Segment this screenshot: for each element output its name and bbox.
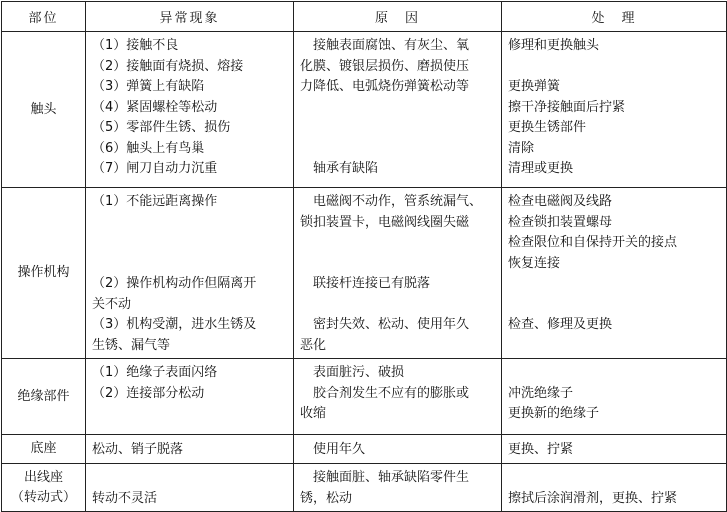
action-line: 修理和更换触头: [508, 38, 600, 53]
cause-cell: [294, 359, 502, 435]
action-cell: [502, 188, 727, 359]
cause-line: 轴承有缺陷: [300, 161, 379, 176]
cause-line: 胶合剂发生不应有的膨胀或: [300, 385, 470, 401]
cause-line: [300, 295, 495, 316]
part-cell: [2, 188, 86, 359]
part-label: 底座: [30, 441, 57, 456]
symptom-line: [92, 213, 287, 234]
symptom-line: 生锈、漏气等: [92, 337, 171, 353]
action-line: [508, 336, 720, 357]
part-cell: [2, 464, 86, 512]
symptom-line: （6）触头上有鸟巢: [92, 140, 205, 156]
action-line: 清除: [508, 140, 535, 156]
table-row: [2, 359, 727, 435]
symptom-cell: [86, 188, 294, 359]
cause-cell: [294, 32, 502, 188]
header-part: 部位: [2, 2, 86, 32]
header-row: [2, 2, 727, 32]
cause-cell: [294, 464, 502, 512]
header-cause: 原 因: [294, 2, 502, 32]
symptom-line: [92, 254, 287, 275]
symptom-line: 关不动: [92, 296, 132, 312]
symptom-line: （2）操作机构动作但隔离开: [92, 276, 257, 291]
cause-line: 锁扣装置卡，电磁阀线圈失磁: [300, 214, 470, 230]
action-line: 冲洗绝缘子: [508, 385, 574, 401]
action-line: [508, 274, 720, 295]
header-symptom: 异常现象: [86, 2, 294, 32]
part-cell: [2, 359, 86, 435]
part-label: 绝缘部件: [17, 388, 70, 404]
symptom-line: （7）闸刀自动力沉重: [92, 161, 218, 176]
action-line: 更换、拧紧: [508, 441, 574, 457]
symptom-line: （5）零部件生锈、损伤: [92, 120, 231, 135]
part-label: 操作机构: [17, 265, 70, 280]
fault-table: [1, 1, 727, 512]
cause-line: 锈，松动: [300, 490, 353, 506]
cause-line: [300, 254, 495, 275]
table-row: [2, 188, 727, 359]
symptom-line: （1）接触不良: [92, 38, 179, 53]
symptom-line: 松动、销子脱落: [92, 441, 184, 457]
part-label: （转动式）: [10, 489, 76, 505]
cause-line: 使用年久: [300, 441, 366, 457]
symptom-cell: [86, 359, 294, 435]
symptom-line: [92, 468, 287, 489]
symptom-line: （2）连接部分松动: [92, 385, 205, 401]
symptom-line: （1）绝缘子表面闪络: [92, 365, 218, 380]
cause-line: 化膜、镀银层损伤、磨损使压: [300, 58, 470, 74]
action-line: 更换弹簧: [508, 79, 561, 94]
cause-line: 恶化: [300, 337, 327, 353]
action-line: 更换生锈部件: [508, 120, 587, 135]
part-cell: [2, 435, 86, 464]
action-line: [508, 468, 720, 489]
action-line: 擦干净接触面后拧紧: [508, 99, 626, 115]
cause-line: [300, 98, 495, 119]
cause-line: 电磁阀不动作，管系统漏气、: [300, 194, 483, 209]
action-cell: [502, 435, 727, 464]
action-line: 检查锁扣装置螺母: [508, 214, 613, 230]
action-line: 检查、修理及更换: [508, 317, 613, 332]
symptom-line: （1）不能远距离操作: [92, 194, 218, 209]
action-line: 检查电磁阀及线路: [508, 194, 613, 209]
part-label: 出线座: [23, 469, 63, 485]
cause-cell: [294, 435, 502, 464]
cause-line: 收缩: [300, 406, 327, 421]
part-cell: [2, 32, 86, 188]
cause-line: [300, 139, 495, 160]
action-line: 更换新的绝缘子: [508, 406, 600, 421]
cause-line: [300, 118, 495, 139]
symptom-cell: [86, 464, 294, 512]
symptom-cell: [86, 435, 294, 464]
cause-line: 密封失效、松动、使用年久: [300, 317, 470, 332]
symptom-line: （4）紧固螺栓等松动: [92, 99, 218, 115]
header-action: 处 理: [502, 2, 727, 32]
symptom-line: （2）接触面有烧损、熔接: [92, 58, 244, 74]
action-line: 检查限位和自保持开关的接点: [508, 235, 678, 250]
symptom-line: （3）机构受潮，进水生锈及: [92, 317, 257, 332]
action-line: [508, 363, 720, 384]
cause-line: 力降低、电弧烧伤弹簧松动等: [300, 79, 470, 94]
cause-line: 表面脏污、破损: [300, 365, 405, 380]
cause-cell: [294, 188, 502, 359]
action-line: [508, 57, 720, 78]
action-line: 清理或更换: [508, 161, 574, 176]
action-line: [508, 295, 720, 316]
symptom-cell: [86, 32, 294, 188]
cause-line: [300, 233, 495, 254]
table-row: [2, 435, 727, 464]
cause-line: 接触面脏、轴承缺陷零件生: [300, 470, 470, 485]
table-row: [2, 464, 727, 512]
symptom-line: [92, 233, 287, 254]
action-cell: [502, 32, 727, 188]
action-line: 恢复连接: [508, 255, 561, 271]
cause-line: 联接杆连接已有脱落: [300, 276, 431, 291]
symptom-line: 转动不灵活: [92, 490, 158, 506]
cause-line: 接触表面腐蚀、有灰尘、氧: [300, 38, 470, 53]
table-row: [2, 32, 727, 188]
symptom-line: （3）弹簧上有缺陷: [92, 79, 205, 94]
action-cell: [502, 359, 727, 435]
action-cell: [502, 464, 727, 512]
part-label: 触头: [30, 101, 57, 117]
action-line: 擦拭后涂润滑剂，更换、拧紧: [508, 490, 678, 506]
